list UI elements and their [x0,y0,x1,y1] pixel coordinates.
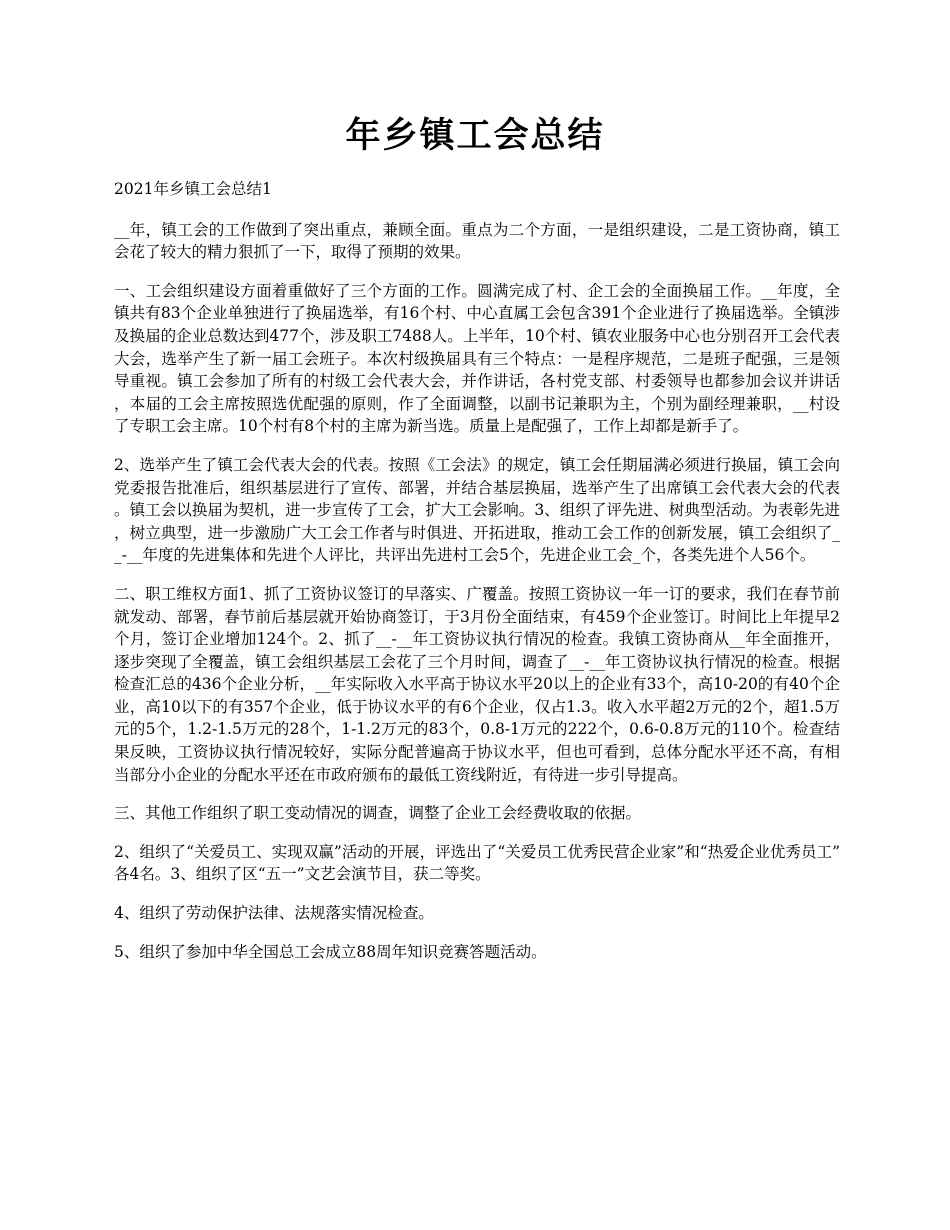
paragraph-worker-rights: 二、职工维权方面1、抓了工资协议签订的早落实、广覆盖。按照工资协议一年一订的要求，我们在春节前就发动、部署，春节前后基层就开始协商签订，于3月份全面结束，有459个企业签订。时间比上年提早2个月，签订企业增加124个。2、抓了__-__年工资协议执行情况的检查。我镇工资协商从__年全面推开，逐步突现了全覆盖，镇工会组织基层工会花了三个月时间，调查了__-__年工资协议执行情况的检查。根据检查汇总的436个企业分析，__年实际收入水平高于协议水平20以上的企业有33个，高10-20的有40个企业，高10以下的有357个企业，低于协议水平的有6个企业，仅占1.3。收入水平超2万元的2个，超1.5万元的5个，1.2-1.5万元的28个，1-1.2万元的83个，0.8-1万元的222个，0.6-0.8万元的110个。检查结果反映，工资协议执行情况较好，实际分配普遍高于协议水平，但也可看到，总体分配水平还不高，有相当部分小企业的分配水平还在市政府颁布的最低工资线附近，有待进一步引导提高。 [114,584,840,784]
paragraph-intro: __年，镇工会的工作做到了突出重点，兼顾全面。重点为二个方面，一是组织建设，二是工资协商，镇工会花了较大的精力狠抓了一下，取得了预期的效果。 [114,220,840,262]
paragraph-representative-election: 2、选举产生了镇工会代表大会的代表。按照《工会法》的规定，镇工会任期届满必须进行换届，镇工会向党委报告批准后，组织基层进行了宣传、部署，并结合基层换届，选举产生了出席镇工会代表大会的代表。镇工会以换届为契机，进一步宣传了工会，扩大工会影响。3、组织了评先进、树典型活动。为表彰先进，树立典型，进一步激励广大工会工作者与时俱进、开拓进取，推动工会工作的创新发展，镇工会组织了__-__年度的先进集体和先进个人评比，共评出先进村工会5个，先进企业工会_个，各类先进个人56个。 [114,455,840,565]
document-title: 年乡镇工会总结 [345,116,605,156]
document-body [114,178,840,979]
paragraph-other-work: 三、其他工作组织了职工变动情况的调查，调整了企业工会经费收取的依据。 [114,804,642,823]
paragraph-care-activity: 2、组织了“关爱员工、实现双赢”活动的开展，评选出了“关爱员工优秀民营企业家”和“热爱企业优秀员工”各4名。3、组织了区“五一”文艺会演节目，获二等奖。 [114,842,840,884]
paragraph-organization-building: 一、工会组织建设方面着重做好了三个方面的工作。圆满完成了村、企工会的全面换届工作。__年度，全镇共有83个企业单独进行了换届选举，有16个村、中心直属工会包含391个企业进行了换届选举。全镇涉及换届的企业总数达到477个，涉及职工7488人。上半年，10个村、镇农业服务中心也分别召开工会代表大会，选举产生了新一届工会班子。本次村级换届具有三个特点：一是程序规范，二是班子配强，三是领导重视。镇工会参加了所有的村级工会代表大会，并作讲话，各村党支部、村委领导也都参加会议并讲话，本届的工会主席按照选优配强的原则，作了全面调整，以副书记兼职为主，个别为副经理兼职，__村设了专职工会主席。10个村有8个村的主席为新当选。质量上是配强了，工作上却都是新手了。 [114,281,840,436]
document-subtitle: 2021年乡镇工会总结1 [114,180,272,198]
paragraph-knowledge-contest: 5、组织了参加中华全国总工会成立88周年知识竞赛答题活动。 [114,942,547,961]
paragraph-labor-protection: 4、组织了劳动保护法律、法规落实情况检查。 [114,904,434,923]
